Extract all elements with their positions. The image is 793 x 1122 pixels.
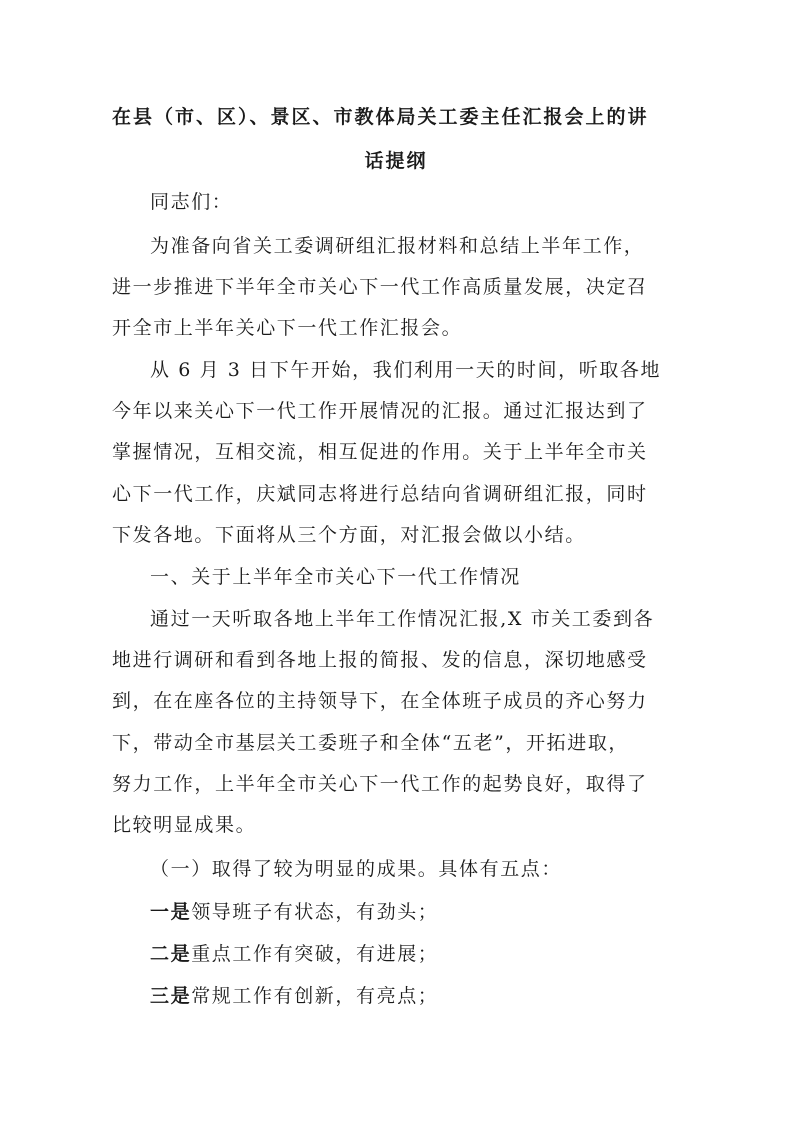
paragraph-2-line: 心下一代工作，庆斌同志将进行总结向省调研组汇报，同时 xyxy=(112,483,648,505)
point-text: 领导班子有状态，有劲头； xyxy=(191,901,439,923)
document-title-line-1: 在县（市、区）、景区、市教体局关工委主任汇报会上的讲 xyxy=(112,106,649,128)
paragraph-2-line: 今年以来关心下一代工作开展情况的汇报。通过汇报达到了 xyxy=(112,400,648,422)
point-lead: 二是 xyxy=(150,943,192,965)
salutation: 同志们： xyxy=(150,191,233,213)
point-item xyxy=(150,981,720,1008)
paragraph-3-line: 下，带动全市基层关工委班子和全体“五老”，开拓进取， xyxy=(112,732,630,754)
paragraph-3-line: 努力工作，上半年全市关心下一代工作的起势良好，取得了 xyxy=(112,773,648,795)
paragraph-2-line: 掌握情况，互相交流，相互促进的作用。关于上半年全市关 xyxy=(112,441,648,463)
paragraph-1-line: 开全市上半年关心下一代工作汇报会。 xyxy=(112,317,463,339)
paragraph-2-line: 下发各地。下面将从三个方面，对汇报会做以小结。 xyxy=(112,524,586,546)
document-title-line-2: 话提纲 xyxy=(364,150,428,172)
paragraph-1-line: 进一步推进下半年全市关心下一代工作高质量发展，决定召 xyxy=(112,276,648,298)
paragraph-2-line: 从 6 月 3 日下午开始，我们利用一天的时间，听取各地 xyxy=(150,359,662,381)
paragraph-1-line: 为准备向省关工委调研组汇报材料和总结上半年工作， xyxy=(150,235,645,257)
point-item xyxy=(150,897,720,924)
point-item xyxy=(150,939,720,966)
paragraph-3-line: 比较明显成果。 xyxy=(112,814,257,836)
point-text: 重点工作有突破，有进展； xyxy=(191,943,439,965)
paragraph-3-line: 通过一天听取各地上半年工作情况汇报,X 市关工委到各 xyxy=(150,608,655,630)
paragraph-3-line: 地进行调研和看到各地上报的简报、发的信息，深切地感受 xyxy=(112,649,648,671)
point-lead: 三是 xyxy=(150,985,192,1007)
point-text: 常规工作有创新，有亮点； xyxy=(191,985,439,1007)
section-1-heading: 一、关于上半年全市关心下一代工作情况 xyxy=(150,566,521,588)
paragraph-3-line: 到，在在座各位的主持领导下，在全体班子成员的齐心努力 xyxy=(112,690,648,712)
subsection-1-heading: （一）取得了较为明显的成果。具体有五点： xyxy=(150,858,563,880)
point-lead: 一是 xyxy=(150,901,192,923)
